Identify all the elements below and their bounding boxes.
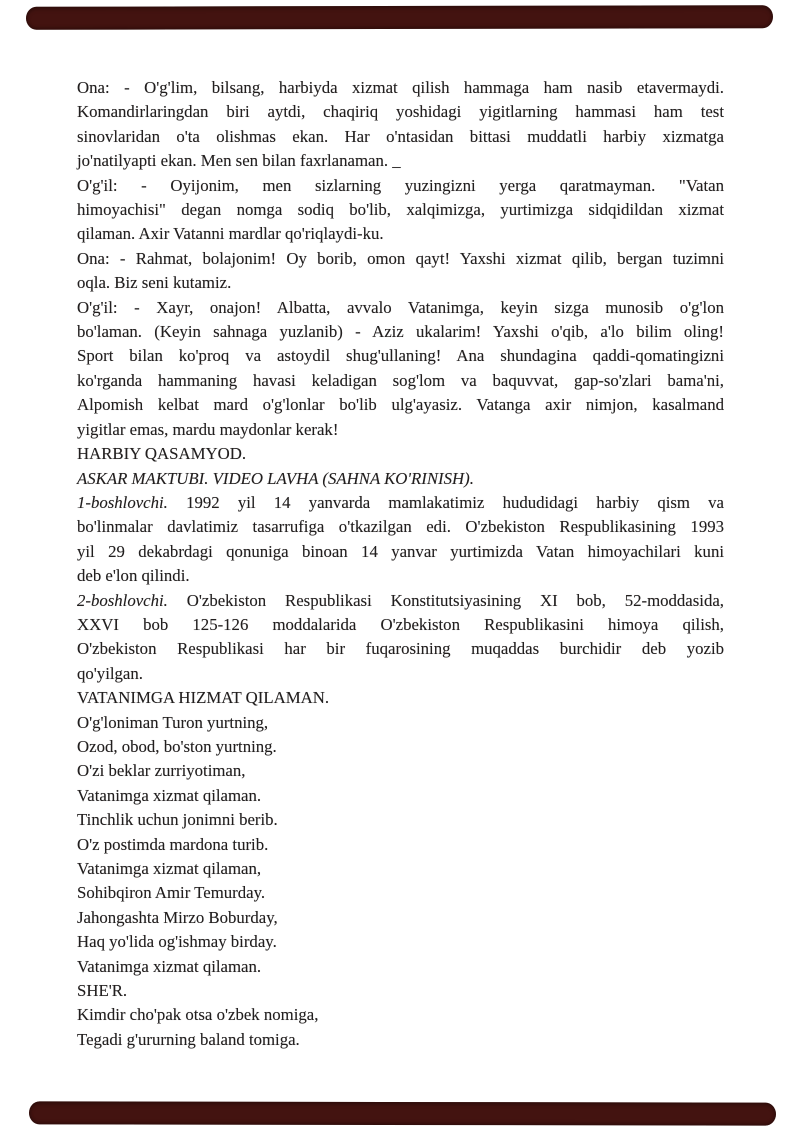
text-line: HARBIY QASAMYOD.	[77, 444, 247, 464]
text-line: Vatanimga xizmat qilaman.	[77, 785, 262, 805]
text-line: Haq yo'lida og'ishmay birday.	[77, 932, 277, 952]
text-line: qo'yilgan.	[77, 663, 143, 683]
text-line: VATANIMGA HIZMAT QILAMAN.	[77, 688, 330, 708]
text-line: Ona: - Rahmat, bolajonim! Oy borib, omon qayt! Yaxshi xizmat qilib, bergan tuzimni	[77, 248, 724, 268]
scan-edge-top	[26, 5, 773, 30]
italic-lead: 2-boshlovchi.	[77, 590, 168, 610]
text-line: 1-boshlovchi. 1992 yil 14 yanvarda mamlakatimiz hududidagi harbiy qism va	[77, 492, 724, 512]
text-line: O'g'il: - Xayr, onajon! Albatta, avvalo Vatanimga, keyin sizga munosib o'g'lon	[77, 297, 724, 317]
text-line: yigitlar emas, mardu maydonlar kerak!	[77, 419, 339, 439]
text-line: Kimdir cho'pak otsa o'zbek nomiga,	[77, 1005, 319, 1025]
text-line: jo'natilyapti ekan. Men sen bilan faxrlanaman. _	[77, 151, 401, 171]
text-line: 2-boshlovchi. O'zbekiston Respublikasi Konstitutsiyasining XI bob, 52-moddasida,	[77, 590, 724, 610]
text-line: Alpomish kelbat mard o'g'lonlar bo'lib ulg'ayasiz. Vatanga axir nimjon, kasalmand	[77, 395, 724, 415]
text-line: deb e'lon qilindi.	[77, 566, 190, 586]
italic-lead: 1-boshlovchi.	[77, 492, 168, 512]
text-line: Jahongashta Mirzo Boburday,	[77, 907, 278, 927]
text-line: Sohibqiron Amir Temurday.	[77, 883, 266, 903]
text-line: SHE'R.	[77, 981, 128, 1001]
text-line: Vatanimga xizmat qilaman,	[77, 859, 262, 878]
text-line: XXVI bob 125-126 moddalarida O'zbekiston Respublikasini himoya qilish,	[77, 614, 724, 634]
text-line: himoyachisi" degan nomga sodiq bo'lib, xalqimizga, yurtimizga sidqidildan xizmat	[77, 200, 724, 220]
text-line: O'zbekiston Respublikasi har bir fuqarosining muqaddas burchidir deb yozib	[77, 639, 724, 659]
scan-edge-bottom	[29, 1101, 776, 1125]
text-line: yil 29 dekabrdagi qonuniga binoan 14 yanvar yurtimizda Vatan himoyachilari kuni	[77, 541, 724, 561]
text-line: Tinchlik uchun jonimni berib.	[77, 810, 278, 830]
text-line: Ona: - O'g'lim, bilsang, harbiyda xizmat qilish hammaga ham nasib etavermaydi.	[77, 78, 724, 97]
text-line: oqla. Biz seni kutamiz.	[77, 273, 232, 293]
text-line: bo'laman. (Keyin sahnaga yuzlanib) - Aziz ukalarim! Yaxshi o'qib, a'lo bilim oling!	[77, 322, 724, 342]
text-line: sinovlaridan o'ta olishmas ekan. Har o'ntasidan bittasi muddatli harbiy xizmatga	[77, 126, 724, 146]
text-line: Tegadi g'ururning baland tomiga.	[77, 1029, 300, 1049]
text-line: Sport bilan ko'proq va astoydil shug'ullaning! Ana shundagina qaddi-qomatingizni	[77, 346, 724, 366]
text-line: Ozod, obod, bo'ston yurtning.	[77, 736, 277, 756]
text-line: O'g'il: - Oyijonim, men sizlarning yuzingizni yerga qaratmayman. "Vatan	[77, 175, 724, 195]
text-line: O'zi beklar zurriyotiman,	[77, 761, 246, 781]
document-text	[77, 76, 724, 1052]
text-line: ko'rganda hammaning havasi keladigan sog'lom va baquvvat, gap-so'zlari bama'ni,	[77, 370, 724, 390]
text-line: Vatanimga xizmat qilaman.	[77, 956, 262, 976]
text-line: O'z postimda mardona turib.	[77, 834, 269, 854]
text-line: ASKAR MAKTUBI. VIDEO LAVHA (SAHNA KO'RINISH).	[77, 468, 474, 488]
text-line: bo'linmalar davlatimiz tasarrufiga o'tkazilgan edi. O'zbekiston Respublikasining 1993	[77, 517, 724, 537]
text-line: Komandirlaringdan biri aytdi, chaqiriq yoshidagi yigitlarning hammasi ham test	[77, 102, 724, 122]
text-line: qilaman. Axir Vatanni mardlar qo'riqlaydi-ku.	[77, 224, 384, 244]
text-line: O'g'loniman Turon yurtning,	[77, 712, 269, 732]
